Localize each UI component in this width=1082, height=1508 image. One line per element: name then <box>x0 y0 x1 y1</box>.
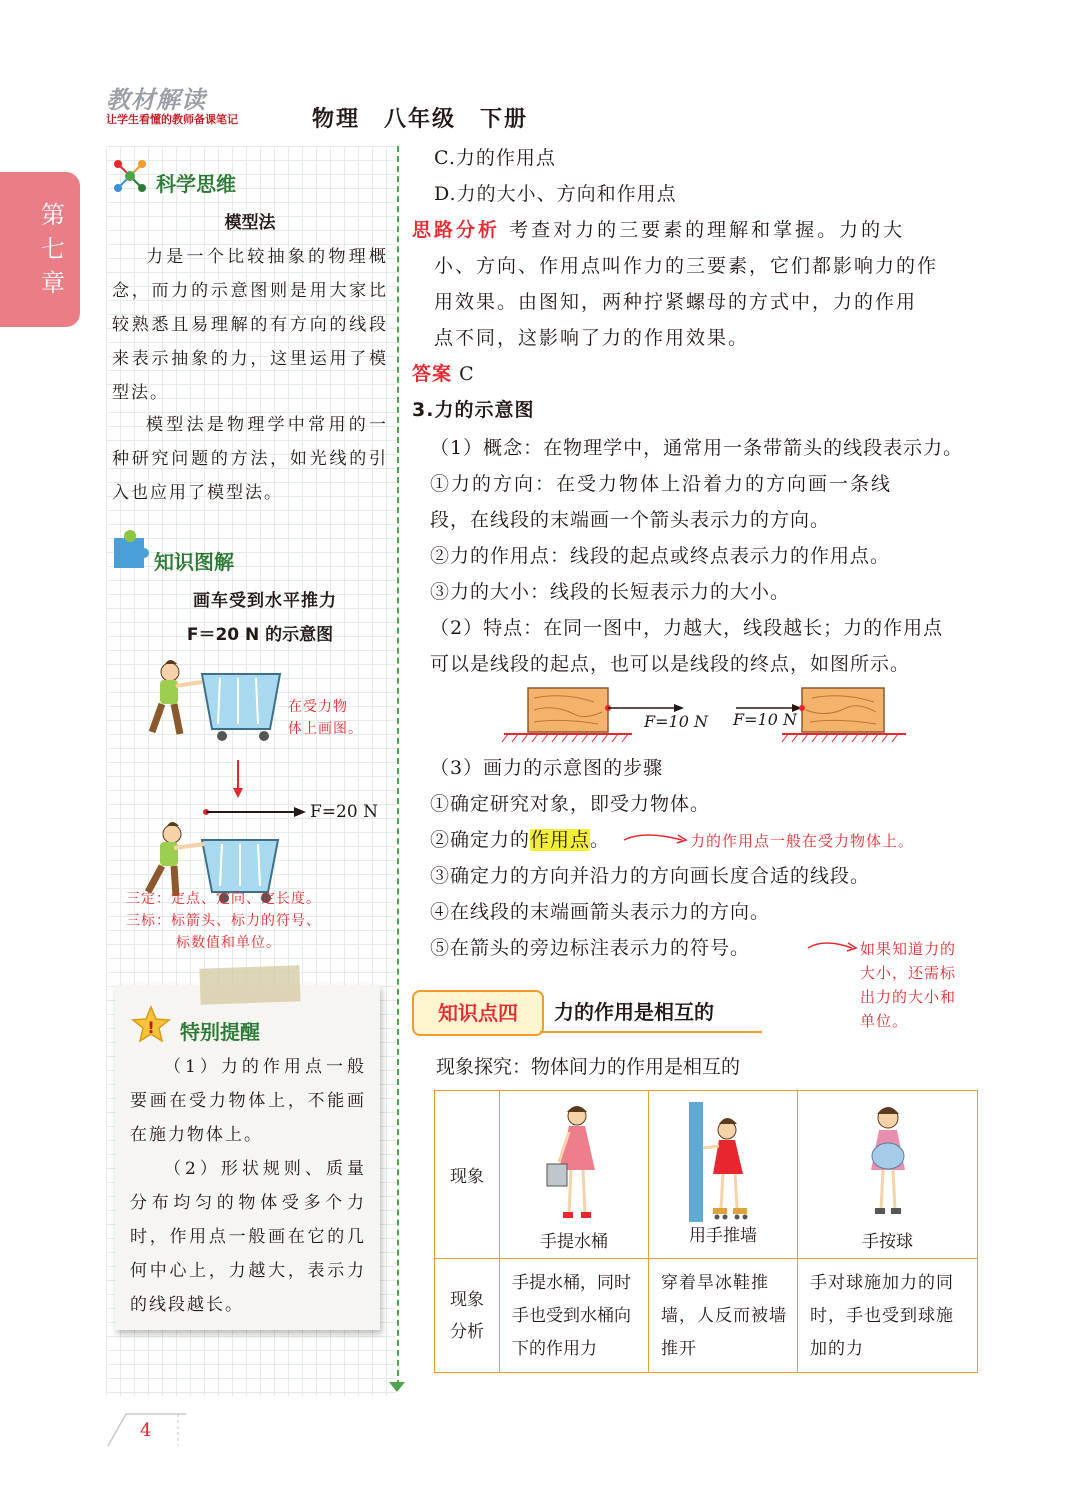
analysis-line-2: 小、方向、作用点叫作力的三要素，它们都影响力的作 <box>434 255 939 277</box>
person-pushing-cart-illustration <box>140 652 290 747</box>
step-5-note-3: 出力的大小和 <box>860 988 957 1006</box>
puzzle-icon <box>108 528 150 570</box>
brand-subtitle: 让学生看懂的教师备课笔记 <box>106 113 238 126</box>
row-header-phenomenon: 现象 <box>435 1091 500 1259</box>
option-d: D.力的大小、方向和作用点 <box>434 183 677 205</box>
section-3-title: 3.力的示意图 <box>412 399 535 421</box>
chapter-label: 第七章 <box>41 201 65 297</box>
step-3: ③确定力的方向并沿力的方向画长度合适的线段。 <box>430 865 871 887</box>
cell-bucket <box>500 1091 649 1259</box>
row-header-analysis-2: 分析 <box>450 1321 484 1342</box>
direction-line-1: ①力的方向：在受力物体上沿着力的方向画一条线 <box>430 473 893 495</box>
brand-title: 教材解读 <box>106 86 206 114</box>
figure-label-left: F=10 N <box>644 712 708 731</box>
steps-note-1: 三定：定点、定向、定长度。 <box>126 891 321 907</box>
force-label-20n: F=20 N <box>310 802 378 822</box>
step-2-highlight: 作用点 <box>530 829 591 851</box>
science-paragraph-1: 力是一个比较抽象的物理概念，而力的示意图则是用大家比较熟悉且易理解的有方向的线段来表示抽象的力，这里运用了模型法。 <box>112 247 388 403</box>
girl-pushing-wall-illustration <box>683 1102 763 1222</box>
analysis-line-1: 考查对力的三要素的理解和掌握。力的大 <box>509 219 906 241</box>
analysis-line-3: 用效果。由图知，两种拧紧螺母的方式中，力的作用 <box>434 291 918 313</box>
diagram-caption-2: F＝20 N 的示意图 <box>186 625 334 645</box>
caption-ball: 手按球 <box>862 1232 913 1252</box>
cell-wall <box>649 1091 798 1259</box>
analysis-label: 思路分析 <box>412 219 501 241</box>
row-header-analysis <box>435 1259 500 1373</box>
reminder-paragraph-1: （1）力的作用点一般要画在受力物体上，不能画在施力物体上。 <box>130 1057 366 1145</box>
steps-note-2: 三标：标箭头、标力的符号、 <box>126 913 321 929</box>
note-arrow-icon <box>806 936 860 960</box>
feature-line-1: （2）特点：在同一图中，力越大，线段越长；力的作用点 <box>430 617 944 639</box>
caption-bucket: 手提水桶 <box>540 1232 608 1252</box>
analysis-ball: 手对球施加力的同时，手也受到球施加的力 <box>798 1259 978 1373</box>
analysis-wall: 穿着旱冰鞋推墙，人反而被墙推开 <box>649 1259 798 1373</box>
divider-arrow-icon <box>389 1382 405 1392</box>
page-number: 4 <box>140 1420 152 1441</box>
knowledge-diagram-title: 知识图解 <box>154 550 234 574</box>
step-5-note-4: 单位。 <box>860 1012 909 1030</box>
phenomenon-table <box>434 1090 978 1373</box>
magnitude-text: ③力的大小：线段的长短表示力的大小。 <box>430 581 791 603</box>
step-5: ⑤在箭头的旁边标注表示力的符号。 <box>430 937 751 959</box>
star-alert-icon <box>130 1004 172 1046</box>
note-arrow-icon <box>622 828 688 852</box>
girl-pressing-ball-illustration <box>853 1102 923 1222</box>
direction-line-2: 段，在线段的末端画一个箭头表示力的方向。 <box>430 509 831 531</box>
answer-value: C <box>459 363 475 385</box>
diagram-caption-1: 画车受到水平推力 <box>193 591 337 611</box>
model-method-title: 模型法 <box>224 213 276 233</box>
knowledge-point-badge: 知识点四 <box>412 990 544 1036</box>
special-reminder-title: 特别提醒 <box>180 1020 260 1044</box>
step-5-note-1: 如果知道力的 <box>860 940 957 958</box>
note-draw-on-object-2: 体上画图。 <box>288 721 363 737</box>
science-paragraph-2: 模型法是物理学中常用的一种研究问题的方法，如光线的引入也应用了模型法。 <box>112 415 388 503</box>
steps-title: （3）画力的示意图的步骤 <box>430 757 664 779</box>
table-row <box>435 1259 978 1373</box>
reminder-paragraph-2: （2）形状规则、质量分布均匀的物体受多个力时，作用点一般画在它的几何中心上，力越大，表示力的线段越长。 <box>130 1159 366 1315</box>
step-1: ①确定研究对象，即受力物体。 <box>430 793 711 815</box>
point-text: ②力的作用点：线段的起点或终点表示力的作用点。 <box>430 545 891 567</box>
chapter-tab <box>0 172 80 327</box>
step-4: ④在线段的末端画箭头表示力的方向。 <box>430 901 771 923</box>
svg-text:!: ! <box>147 1018 155 1037</box>
cell-ball <box>798 1091 978 1259</box>
knowledge-point-title: 力的作用是相互的 <box>554 1000 714 1024</box>
row-header-analysis-1: 现象 <box>450 1289 484 1310</box>
science-thinking-title: 科学思维 <box>156 172 236 196</box>
step-5-note-2: 大小，还需标 <box>860 964 957 982</box>
caption-wall: 用手推墙 <box>689 1226 757 1246</box>
analysis-line-4: 点不同，这影响了力的作用效果。 <box>434 327 750 349</box>
phenomenon-explore-text: 现象探究：物体间力的作用是相互的 <box>436 1056 741 1078</box>
down-arrow-icon <box>230 760 246 800</box>
feature-line-2: 可以是线段的起点，也可以是线段的终点，如图所示。 <box>430 653 911 675</box>
step-2-suffix: 。 <box>590 829 611 851</box>
step-2-note: 力的作用点一般在受力物体上。 <box>690 832 915 850</box>
figure-label-right: F=10 N <box>733 710 797 729</box>
steps-note-3: 标数值和单位。 <box>176 935 281 951</box>
force-arrow-icon <box>202 802 312 826</box>
analysis-bucket: 手提水桶，同时手也受到水桶向下的作用力 <box>500 1259 649 1373</box>
concept-text: （1）概念：在物理学中，通常用一条带箭头的线段表示力。 <box>430 437 964 459</box>
molecule-icon <box>110 156 150 196</box>
book-subject: 物理 八年级 下册 <box>312 106 529 132</box>
table-row <box>435 1091 978 1259</box>
knowledge-point-underline <box>540 1031 762 1033</box>
step-2-prefix: ②确定力的 <box>430 829 531 851</box>
note-draw-on-object-1: 在受力物 <box>288 699 348 715</box>
girl-carrying-bucket-illustration <box>539 1102 609 1222</box>
tape-decoration <box>199 965 300 1004</box>
option-c: C.力的作用点 <box>434 147 556 169</box>
divider-line <box>397 146 399 1386</box>
answer-label: 答案 <box>412 363 453 385</box>
